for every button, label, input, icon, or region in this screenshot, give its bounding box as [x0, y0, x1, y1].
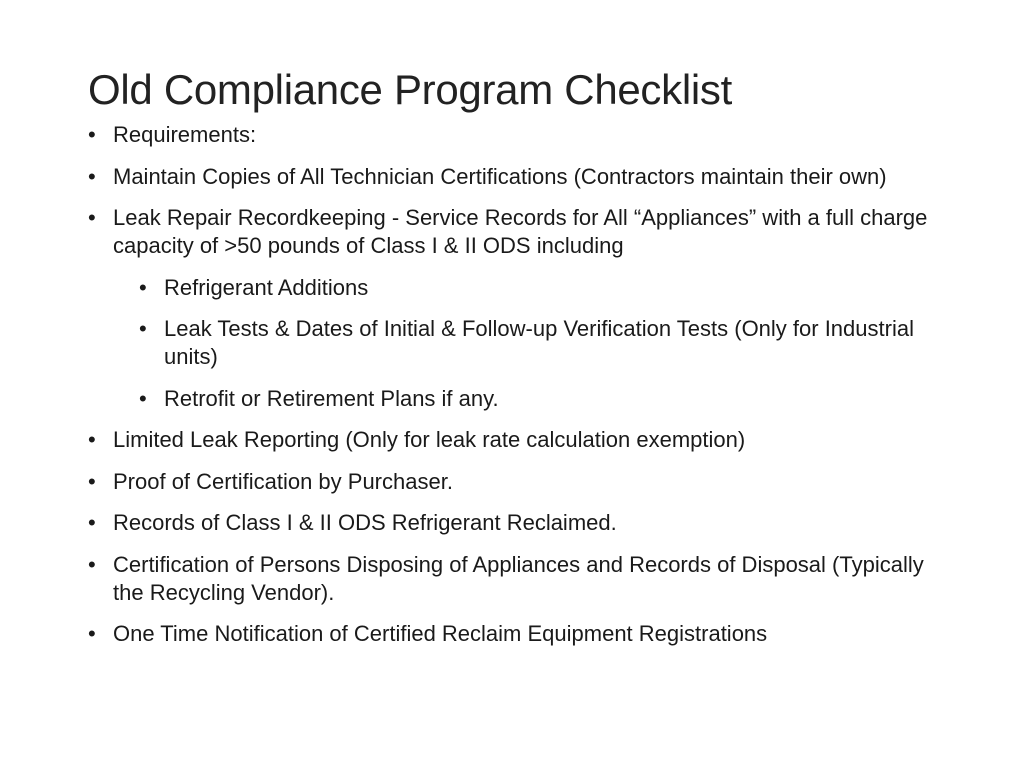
sub-bullet-item	[0, 274, 954, 302]
sub-bullet-item	[0, 315, 954, 371]
bullet-text: Records of Class I & II ODS Refrigerant Reclaimed.	[113, 510, 617, 535]
bullet-dot-icon: •	[88, 621, 96, 646]
bullet-dot-icon: •	[139, 316, 147, 341]
bullet-item	[0, 551, 948, 607]
bullet-dot-icon: •	[88, 427, 96, 452]
bullet-item	[0, 204, 948, 260]
bullet-dot-icon: •	[88, 205, 96, 230]
bullet-dot-icon: •	[139, 385, 147, 411]
bullet-item	[0, 509, 948, 537]
bullet-item	[0, 121, 948, 149]
sub-bullet-item	[0, 385, 954, 413]
bullet-list	[0, 121, 1024, 662]
bullet-text: Proof of Certification by Purchaser.	[113, 468, 453, 494]
bullet-text: Leak Tests & Dates of Initial & Follow-up Verification Tests (Only for Industrial units)	[164, 316, 914, 369]
bullet-text: Refrigerant Additions	[164, 274, 369, 300]
bullet-text: One Time Notification of Certified Reclaim Equipment Registrations	[113, 621, 768, 646]
bullet-text: Maintain Copies of All Technician Certifications (Contractors maintain their own)	[113, 163, 887, 189]
bullet-dot-icon: •	[88, 122, 96, 147]
bullet-dot-icon: •	[88, 551, 96, 577]
bullet-item	[0, 620, 948, 648]
bullet-item	[0, 163, 948, 191]
bullet-text: Requirements:	[113, 122, 257, 147]
bullet-dot-icon: •	[88, 163, 96, 189]
bullet-item	[0, 468, 948, 496]
bullet-text: Limited Leak Reporting (Only for leak rate calculation exemption)	[113, 427, 746, 452]
bullet-text: Leak Repair Recordkeeping - Service Records for All “Appliances” with a full charge capacity of >50 pounds of Class I & II ODS including	[113, 205, 928, 258]
bullet-dot-icon: •	[139, 274, 147, 300]
bullet-text: Retrofit or Retirement Plans if any.	[164, 385, 499, 411]
bullet-text: Certification of Persons Disposing of Appliances and Records of Disposal (Typically the Recycling Vendor).	[113, 551, 924, 605]
bullet-item	[0, 426, 948, 454]
bullet-dot-icon: •	[88, 468, 96, 494]
bullet-dot-icon: •	[88, 510, 96, 535]
slide-title: Old Compliance Program Checklist	[88, 66, 732, 114]
